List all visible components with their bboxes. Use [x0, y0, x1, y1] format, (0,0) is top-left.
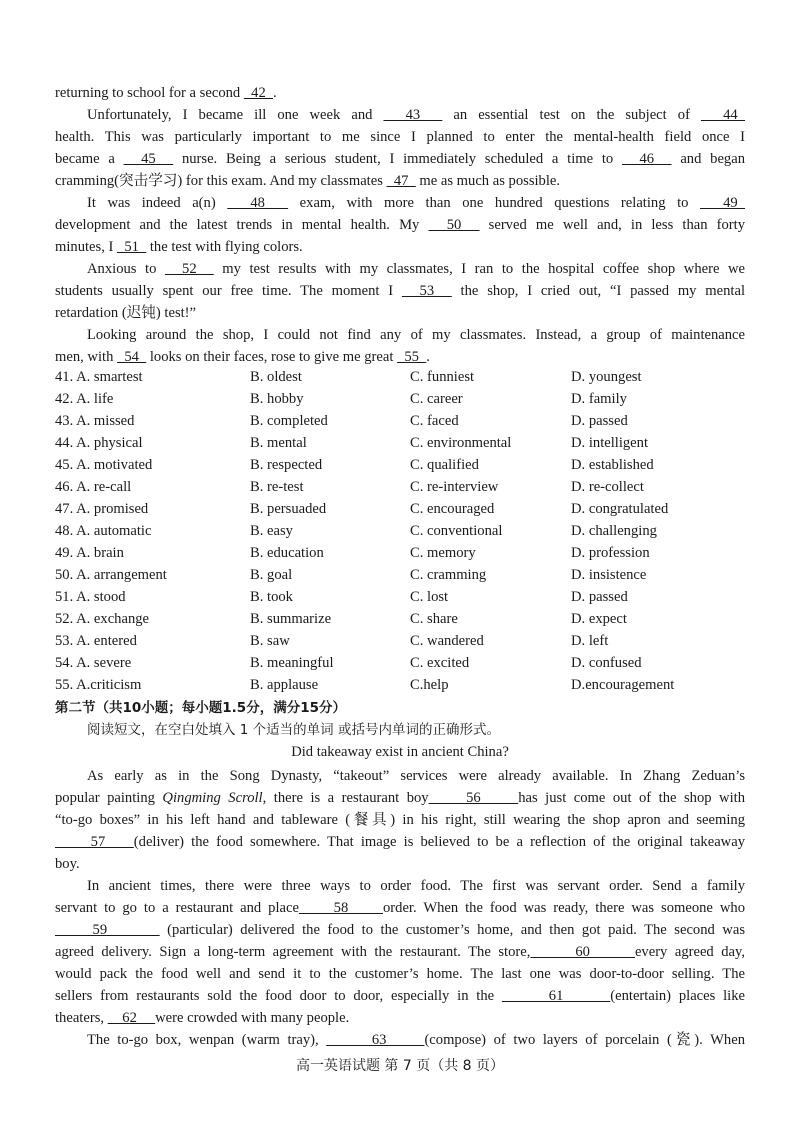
option-row	[55, 432, 755, 454]
text: As early as in the Song Dynasty, “takeout” services were already available. In Zhang Zeduan’s	[87, 768, 745, 784]
text: returning to school for a second	[55, 85, 244, 101]
blank-50: 50	[428, 217, 480, 233]
text: order. When the food was ready, there was someone who	[383, 900, 745, 916]
cloze-line	[55, 126, 745, 148]
passage-line	[55, 787, 745, 809]
option-c: C. environmental	[410, 435, 512, 451]
text: , there is a restaurant boy	[262, 790, 429, 806]
option-a: 41. A. smartest	[55, 369, 143, 385]
option-b: B. saw	[250, 633, 290, 649]
text: the shop, I cried out, “I passed my mental	[451, 283, 746, 299]
option-a: 44. A. physical	[55, 435, 143, 451]
passage-line	[55, 919, 745, 941]
option-a: 48. A. automatic	[55, 523, 152, 539]
option-row	[55, 674, 755, 696]
option-a: 50. A. arrangement	[55, 567, 167, 583]
option-b: B. oldest	[250, 369, 302, 385]
option-c: C. re-interview	[410, 479, 499, 495]
text: minutes, I	[55, 239, 118, 255]
passage-line	[55, 985, 745, 1007]
blank-61: 61	[501, 988, 611, 1004]
cloze-line	[55, 236, 745, 258]
text: Unfortunately, I became ill one week and	[87, 107, 384, 123]
option-d: D. left	[571, 633, 609, 649]
option-row	[55, 476, 755, 498]
blank-46: 46	[621, 151, 672, 167]
option-b: B. re-test	[250, 479, 304, 495]
blank-52: 52	[164, 261, 214, 277]
option-d: D. passed	[571, 589, 628, 605]
option-b: B. persuaded	[250, 501, 327, 517]
option-row	[55, 410, 755, 432]
text: theaters,	[55, 1010, 108, 1026]
option-a: 55. A.criticism	[55, 677, 142, 693]
option-d: D. intelligent	[571, 435, 649, 451]
blank-58: 58	[298, 900, 383, 916]
cloze-line	[55, 280, 745, 302]
option-d: D. expect	[571, 611, 627, 627]
option-a: 46. A. re-call	[55, 479, 132, 495]
text: exam, with more than one hundred questions relating to	[288, 195, 700, 211]
blank-54: 54	[117, 349, 147, 365]
text: has just come out of the shop with	[518, 790, 746, 806]
option-c: C. funniest	[410, 369, 475, 385]
option-a: 54. A. severe	[55, 655, 132, 671]
option-row	[55, 454, 755, 476]
text: (entertain) places like	[610, 988, 746, 1004]
option-d: D. congratulated	[571, 501, 669, 517]
option-a: 47. A. promised	[55, 501, 149, 517]
option-d: D. passed	[571, 413, 628, 429]
text: were crowded with many people.	[155, 1010, 350, 1026]
option-d: D. established	[571, 457, 654, 473]
text: .	[426, 349, 430, 365]
text: cramming(突击学习) for this exam. And my classmates	[55, 173, 387, 189]
blank-63: 63	[326, 1032, 425, 1048]
blank-55: 55	[397, 349, 427, 365]
cloze-line	[55, 346, 745, 368]
text: the test with flying colors.	[146, 239, 303, 255]
option-a: 49. A. brain	[55, 545, 124, 561]
option-row	[55, 388, 755, 410]
blank-49: 49	[699, 195, 745, 211]
blank-53: 53	[401, 283, 452, 299]
option-c: C. memory	[410, 545, 476, 561]
option-b: B. respected	[250, 457, 323, 473]
passage-title: Did takeaway exist in ancient China?	[291, 744, 509, 760]
option-d: D. family	[571, 391, 627, 407]
blank-57: 57	[55, 834, 134, 850]
blank-51: 51	[117, 239, 147, 255]
option-d: D. re-collect	[571, 479, 644, 495]
option-b: B. applause	[250, 677, 319, 693]
option-row	[55, 652, 755, 674]
passage-line	[87, 875, 745, 897]
option-a: 45. A. motivated	[55, 457, 153, 473]
blank-47: 47	[386, 173, 416, 189]
text: served me well and, in less than forty	[479, 217, 746, 233]
option-c: C. lost	[410, 589, 449, 605]
text: every agreed day,	[634, 944, 746, 960]
option-b: B. easy	[250, 523, 293, 539]
passage-line	[87, 765, 745, 787]
option-b: B. goal	[250, 567, 293, 583]
text: The to-go box, wenpan (warm tray),	[87, 1032, 327, 1048]
text: Anxious to	[87, 261, 165, 277]
text: became a	[55, 151, 124, 167]
blank-44: 44	[700, 107, 745, 123]
option-b: B. meaningful	[250, 655, 334, 671]
text: “to-go boxes” in his left hand and tableware (餐具) in his right, still wearing the shop apron and seeming	[55, 812, 745, 828]
blank-56: 56	[428, 790, 519, 806]
text: men, with	[55, 349, 118, 365]
page-footer: 高一英语试题 第 7 页（共 8 页）	[295, 1058, 505, 1074]
option-a: 53. A. entered	[55, 633, 137, 649]
cloze-line	[55, 214, 745, 236]
option-c: C. encouraged	[410, 501, 495, 517]
option-c: C. qualified	[410, 457, 479, 473]
option-c: C. wandered	[410, 633, 484, 649]
option-a: 43. A. missed	[55, 413, 135, 429]
cloze-line	[87, 258, 745, 280]
text: development and the latest trends in mental health. My	[55, 217, 429, 233]
option-a: 42. A. life	[55, 391, 114, 407]
option-b: B. mental	[250, 435, 307, 451]
option-b: B. summarize	[250, 611, 332, 627]
option-b: B. completed	[250, 413, 328, 429]
blank-42: 42	[243, 85, 274, 101]
painting-title: Qingming Scroll	[162, 790, 263, 806]
option-row	[55, 564, 755, 586]
text: .	[273, 85, 277, 101]
cloze-line	[87, 192, 745, 214]
text: looks on their faces, rose to give me great	[146, 349, 398, 365]
option-row	[55, 366, 755, 388]
text: health. This was particularly important to me since I planned to enter the mental-health field once I	[55, 129, 745, 145]
cloze-line	[55, 82, 745, 104]
text: agreed delivery. Sign a long-term agreement with the restaurant. The store,	[55, 944, 531, 960]
passage-line	[55, 941, 745, 963]
option-row	[55, 586, 755, 608]
option-d: D. challenging	[571, 523, 657, 539]
passage-line	[55, 809, 745, 831]
text: nurse. Being a serious student, I immediately scheduled a time to	[173, 151, 622, 167]
option-a: 51. A. stood	[55, 589, 126, 605]
option-c: C. career	[410, 391, 463, 407]
passage-line	[55, 897, 745, 919]
passage-line	[87, 1029, 745, 1051]
option-c: C. share	[410, 611, 458, 627]
option-c: C. faced	[410, 413, 459, 429]
text: an essential test on the subject of	[442, 107, 701, 123]
text: students usually spent our free time. The moment I	[55, 283, 402, 299]
option-b: B. took	[250, 589, 293, 605]
text: my test results with my classmates, I ran to the hospital coffee shop where we	[213, 261, 746, 277]
option-c: C. excited	[410, 655, 470, 671]
option-b: B. education	[250, 545, 324, 561]
cloze-line	[87, 324, 745, 346]
text: sellers from restaurants sold the food door to door, especially in the	[55, 988, 502, 1004]
option-c: C. conventional	[410, 523, 503, 539]
blank-60: 60	[530, 944, 635, 960]
text: (particular) delivered the food to the customer’s home, and then got paid. The second was	[159, 922, 746, 938]
passage-line	[55, 963, 745, 985]
text: (compose) of two layers of porcelain (瓷). When	[424, 1032, 745, 1048]
blank-62: 62	[107, 1010, 156, 1026]
option-row	[55, 520, 755, 542]
passage-line	[55, 1007, 745, 1029]
option-row	[55, 498, 755, 520]
passage-line	[55, 831, 745, 853]
text: It was indeed a(n)	[87, 195, 228, 211]
text: Looking around the shop, I could not find any of my classmates. Instead, a group of maintenance	[87, 327, 745, 343]
text: me as much as possible.	[415, 173, 561, 189]
passage-line	[55, 853, 745, 875]
option-b: B. hobby	[250, 391, 304, 407]
text: boy.	[55, 856, 80, 872]
text: servant to go to a restaurant and place	[55, 900, 299, 916]
option-row	[55, 608, 755, 630]
option-d: D. youngest	[571, 369, 642, 385]
option-c: C.help	[410, 677, 449, 693]
blank-43: 43	[383, 107, 443, 123]
text: In ancient times, there were three ways to order food. The first was servant order. Send a family	[87, 878, 745, 894]
cloze-line	[55, 148, 745, 170]
option-d: D.encouragement	[571, 677, 675, 693]
option-row	[55, 630, 755, 652]
option-d: D. confused	[571, 655, 642, 671]
option-row	[55, 542, 755, 564]
section-heading: 第二节（共10小题；每小题1.5分，满分15分）	[55, 700, 346, 716]
blank-45: 45	[123, 151, 174, 167]
text: would pack the food well and send it to the customer’s home. The last one was door-to-door selling. The	[55, 966, 745, 982]
blank-59: 59	[55, 922, 160, 938]
option-d: D. insistence	[571, 567, 647, 583]
cloze-line	[55, 170, 745, 192]
text: retardation (迟钝) test!”	[55, 305, 197, 321]
option-a: 52. A. exchange	[55, 611, 150, 627]
section-instruction: 阅读短文，在空白处填入 1 个适当的单词 或括号内单词的正确形式。	[87, 722, 500, 738]
option-c: C. cramming	[410, 567, 487, 583]
blank-48: 48	[227, 195, 289, 211]
text: (deliver) the food somewhere. That image is believed to be a reflection of the original takeaway	[133, 834, 745, 850]
cloze-line	[55, 302, 745, 324]
text: and began	[671, 151, 746, 167]
option-d: D. profession	[571, 545, 650, 561]
cloze-line	[87, 104, 745, 126]
text: popular painting	[55, 790, 163, 806]
